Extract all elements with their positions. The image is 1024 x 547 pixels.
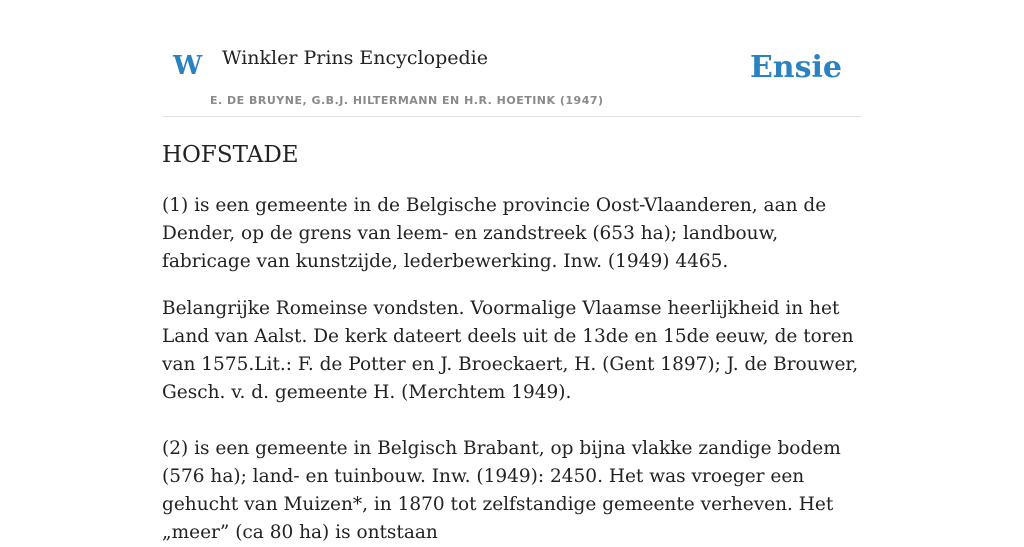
article-content [162,140,862,547]
encyclopedia-title[interactable]: Winkler Prins Encyclopedie [222,47,488,69]
winkler-prins-logo[interactable]: W [173,51,203,81]
encyclopedia-authors: E. DE BRUYNE, G.B.J. HILTERMANN EN H.R. HOETINK (1947) [210,94,604,107]
article-paragraph-1: (1) is een gemeente in de Belgische provincie Oost-Vlaanderen, aan de Dender, op de grens van leem- en zandstreek (653 ha); landbouw, fabricage van kunstzijde, lederbewerking. Inw. (1949) 4465. [162,195,827,272]
article-title: HOFSTADE [162,142,299,168]
article-paragraph-3: (2) is een gemeente in Belgisch Brabant, op bijna vlakke zandige bodem (576 ha); land- en tuinbouw. Inw. (1949): 2450. Het was vroeger een gehucht van Muizen*, in 1870 tot zelfstandige gemeente verheven. Het „meer” (ca 80 ha) is ontstaan [162,438,841,543]
site-header [162,0,862,117]
article-paragraph-2: Belangrijke Romeinse vondsten. Voormalige Vlaamse heerlijkheid in het Land van Aalst. De kerk dateert deels uit de 13de en 15de eeuw, de toren van 1575.Lit.: F. de Potter en J. Broeckaert, H. (Gent 1897); J. de Brouwer, Gesch. v. d. gemeente H. (Merchtem 1949). [162,298,859,403]
ensie-brand-logo[interactable]: Ensie [749,50,842,85]
